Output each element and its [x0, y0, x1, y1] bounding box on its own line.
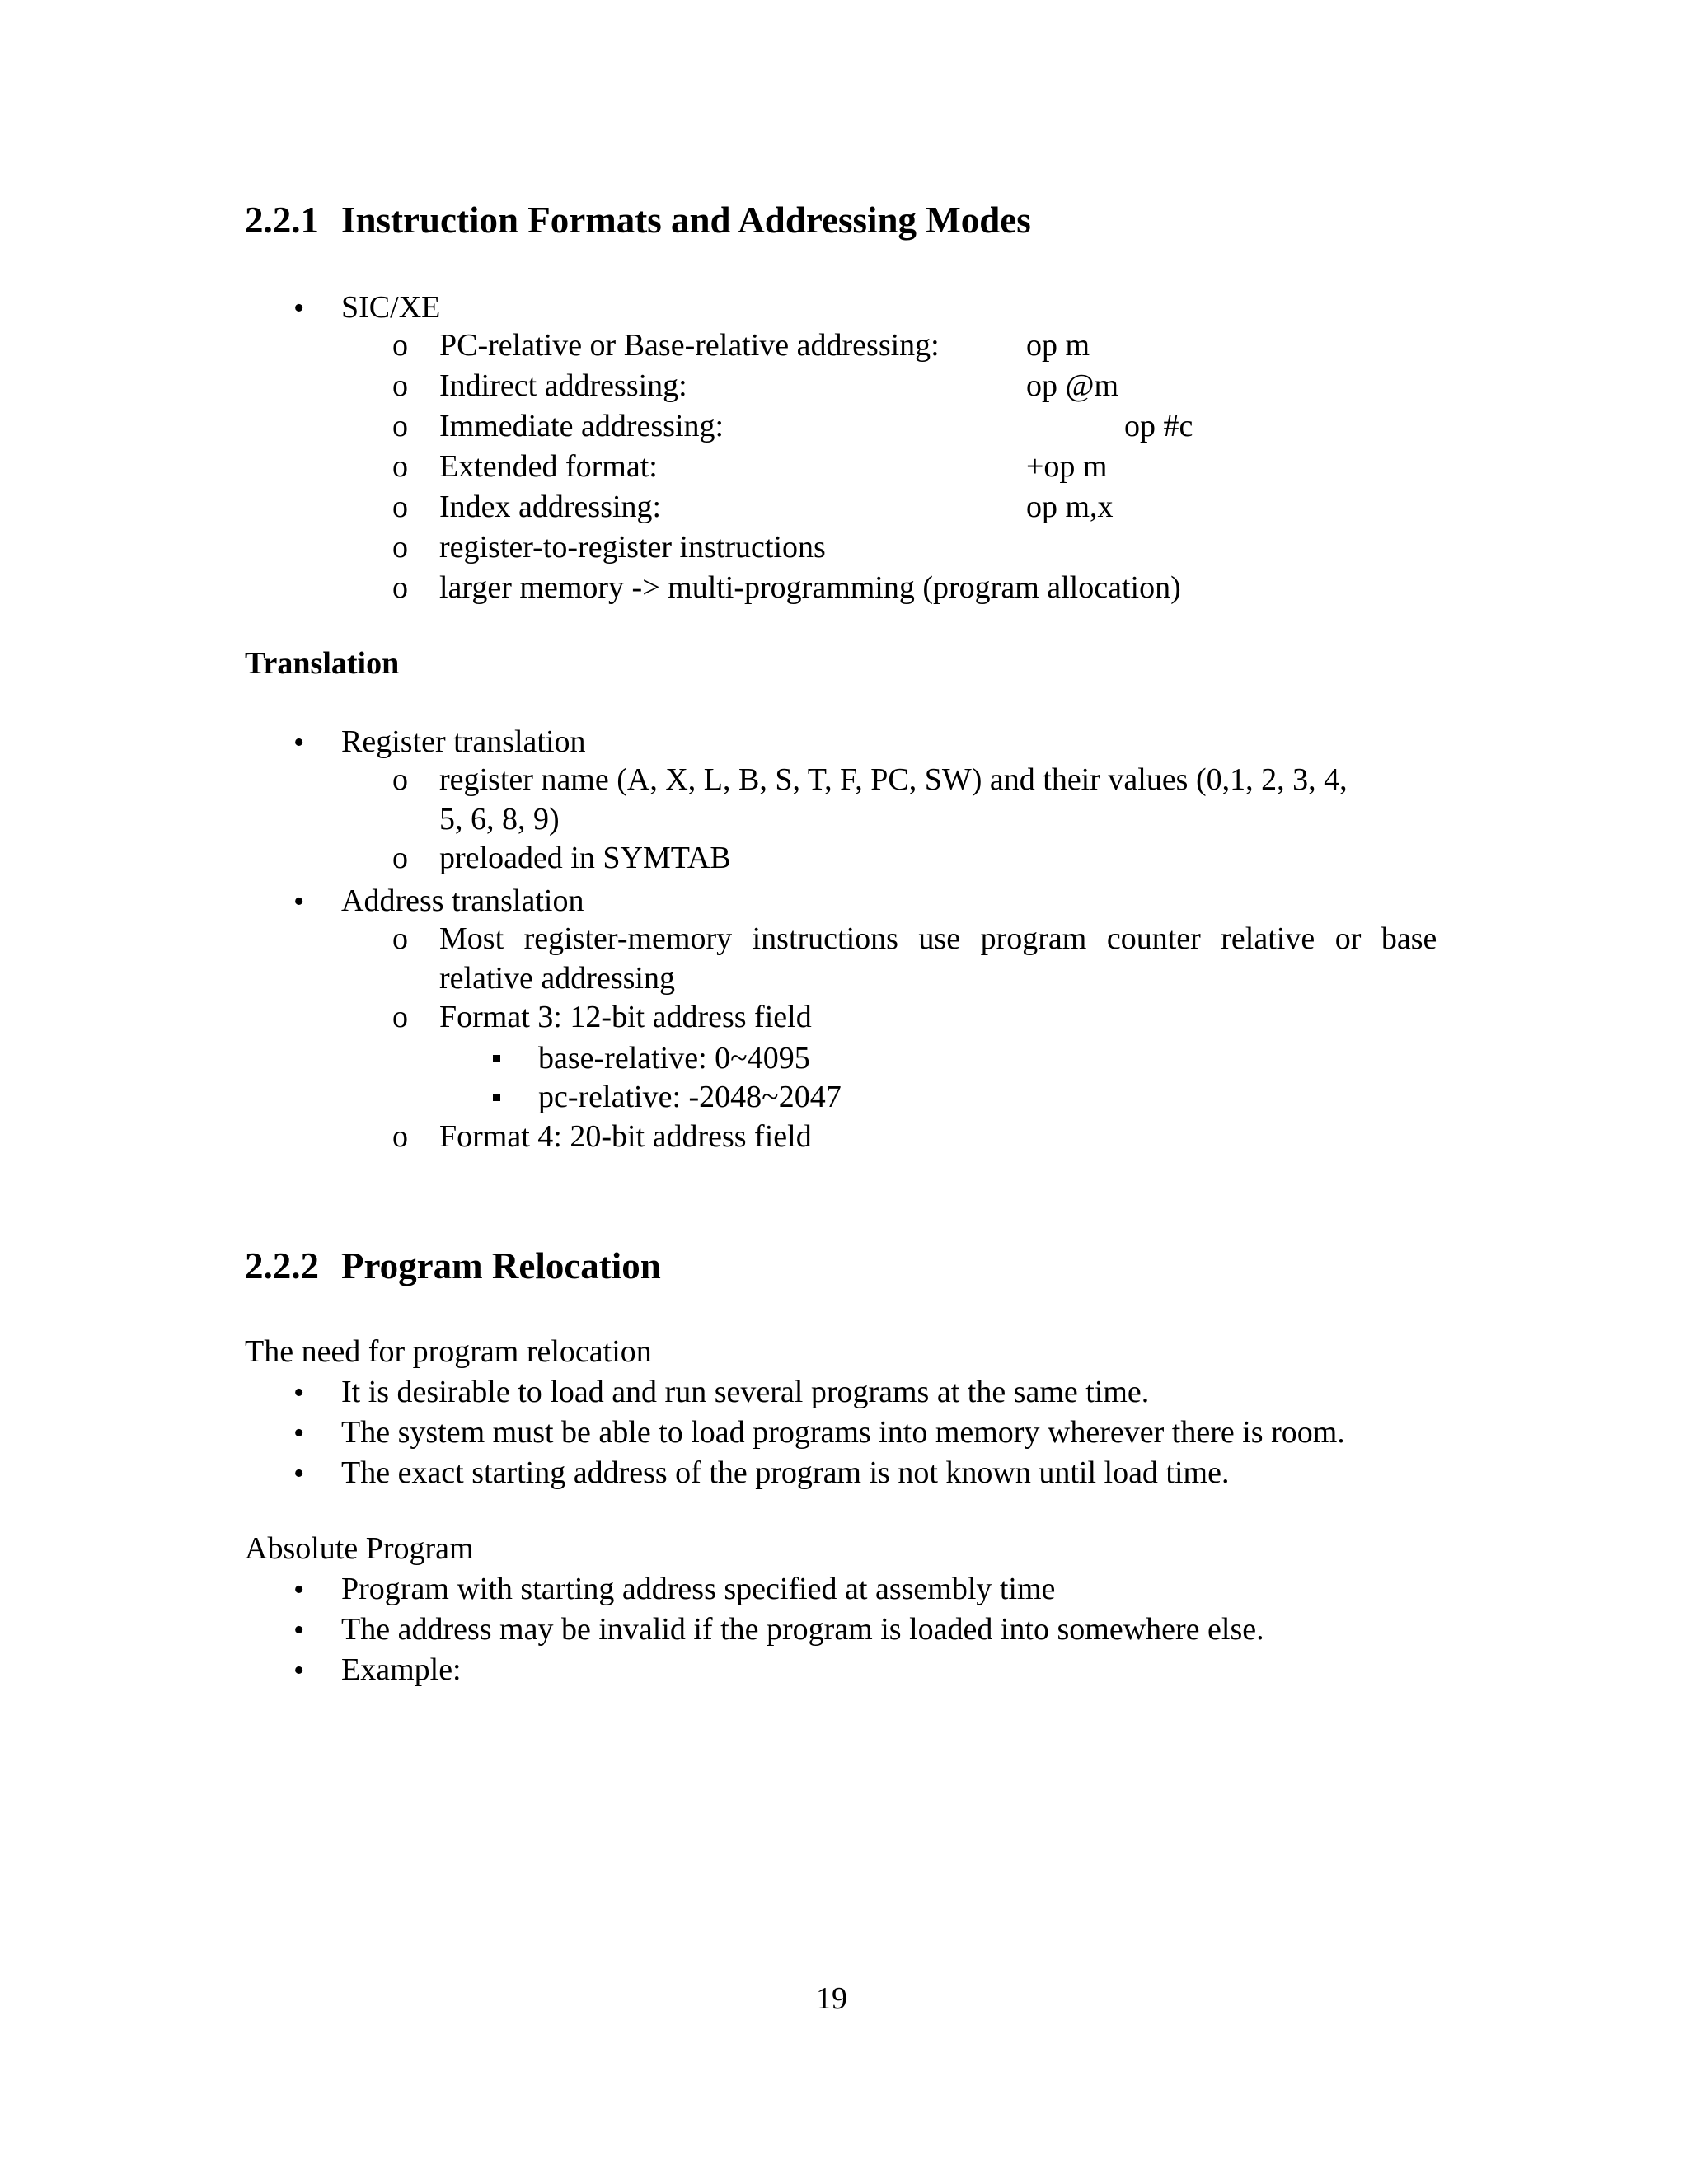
page-number: 19 — [816, 1981, 847, 2016]
circle-bullet-icon: o — [392, 1119, 408, 1154]
relocation-need-intro: The need for program relocation — [245, 1334, 652, 1369]
relocation-need-item: The exact starting address of the program is not known until load time. — [341, 1455, 1230, 1490]
circle-bullet-icon: o — [392, 328, 408, 363]
base-relative-range: base-relative: 0~4095 — [538, 1041, 810, 1076]
preloaded-symtab-text: preloaded in SYMTAB — [439, 841, 731, 875]
circle-bullet-icon: o — [392, 570, 408, 605]
relocation-need-item: It is desirable to load and run several programs at the same time. — [341, 1375, 1150, 1409]
addressing-mode-code: op @m — [1026, 368, 1119, 403]
addressing-mode-code: op m,x — [1026, 490, 1114, 524]
register-memory-text-line2: relative addressing — [439, 961, 675, 996]
bullet-icon: • — [293, 884, 305, 919]
relocation-need-item: The system must be able to load programs into memory wherever there is room. — [341, 1415, 1345, 1450]
bullet-icon: • — [293, 291, 305, 326]
section-number-222: 2.2.2 — [245, 1245, 319, 1286]
addressing-mode-text: PC-relative or Base-relative addressing: — [439, 328, 940, 363]
bullet-icon: • — [293, 1376, 305, 1410]
translation-heading: Translation — [245, 646, 400, 681]
sicxe-item-text: larger memory -> multi-programming (program allocation) — [439, 570, 1181, 605]
bullet-icon: • — [293, 1613, 305, 1647]
section-title-222: Program Relocation — [341, 1245, 661, 1286]
circle-bullet-icon: o — [392, 449, 408, 484]
square-bullet-icon — [493, 1052, 500, 1066]
square-bullet-icon — [493, 1090, 500, 1105]
addressing-mode-code: op m — [1026, 328, 1090, 363]
section-title-221: Instruction Formats and Addressing Modes — [341, 199, 1031, 241]
circle-bullet-icon: o — [392, 490, 408, 524]
circle-bullet-icon: o — [392, 530, 408, 565]
bullet-icon: • — [293, 1416, 305, 1451]
circle-bullet-icon: o — [392, 409, 408, 443]
circle-bullet-icon: o — [392, 1000, 408, 1034]
absolute-program-item: Program with starting address specified at assembly time — [341, 1572, 1056, 1606]
address-translation-label: Address translation — [341, 883, 584, 918]
bullet-icon: • — [293, 1653, 305, 1688]
bullet-icon: • — [293, 1456, 305, 1491]
addressing-mode-code: op #c — [1124, 409, 1193, 443]
pc-relative-range: pc-relative: -2048~2047 — [538, 1080, 842, 1114]
bullet-icon: • — [293, 725, 305, 760]
register-memory-text-line1: Most register-memory instructions use program counter relative or base — [439, 921, 1437, 956]
addressing-mode-text: Immediate addressing: — [439, 409, 724, 443]
circle-bullet-icon: o — [392, 368, 408, 403]
addressing-mode-text: Indirect addressing: — [439, 368, 687, 403]
sicxe-item-text: register-to-register instructions — [439, 530, 826, 565]
register-name-text-line2: 5, 6, 8, 9) — [439, 802, 560, 837]
bullet-icon: • — [293, 1572, 305, 1607]
circle-bullet-icon: o — [392, 762, 408, 797]
register-translation-label: Register translation — [341, 724, 586, 759]
addressing-mode-text: Extended format: — [439, 449, 658, 484]
absolute-program-item: Example: — [341, 1652, 462, 1687]
sicxe-label: SIC/XE — [341, 290, 441, 325]
register-name-text-line1: register name (A, X, L, B, S, T, F, PC, SW) and their values (0,1, 2, 3, 4, — [439, 762, 1348, 797]
circle-bullet-icon: o — [392, 841, 408, 875]
absolute-program-intro: Absolute Program — [245, 1531, 474, 1566]
absolute-program-item: The address may be invalid if the program is loaded into somewhere else. — [341, 1612, 1264, 1647]
format3-text: Format 3: 12-bit address field — [439, 1000, 812, 1034]
format4-text: Format 4: 20-bit address field — [439, 1119, 812, 1154]
addressing-mode-code: +op m — [1026, 449, 1108, 484]
section-number-221: 2.2.1 — [245, 199, 319, 241]
circle-bullet-icon: o — [392, 921, 408, 956]
addressing-mode-text: Index addressing: — [439, 490, 662, 524]
